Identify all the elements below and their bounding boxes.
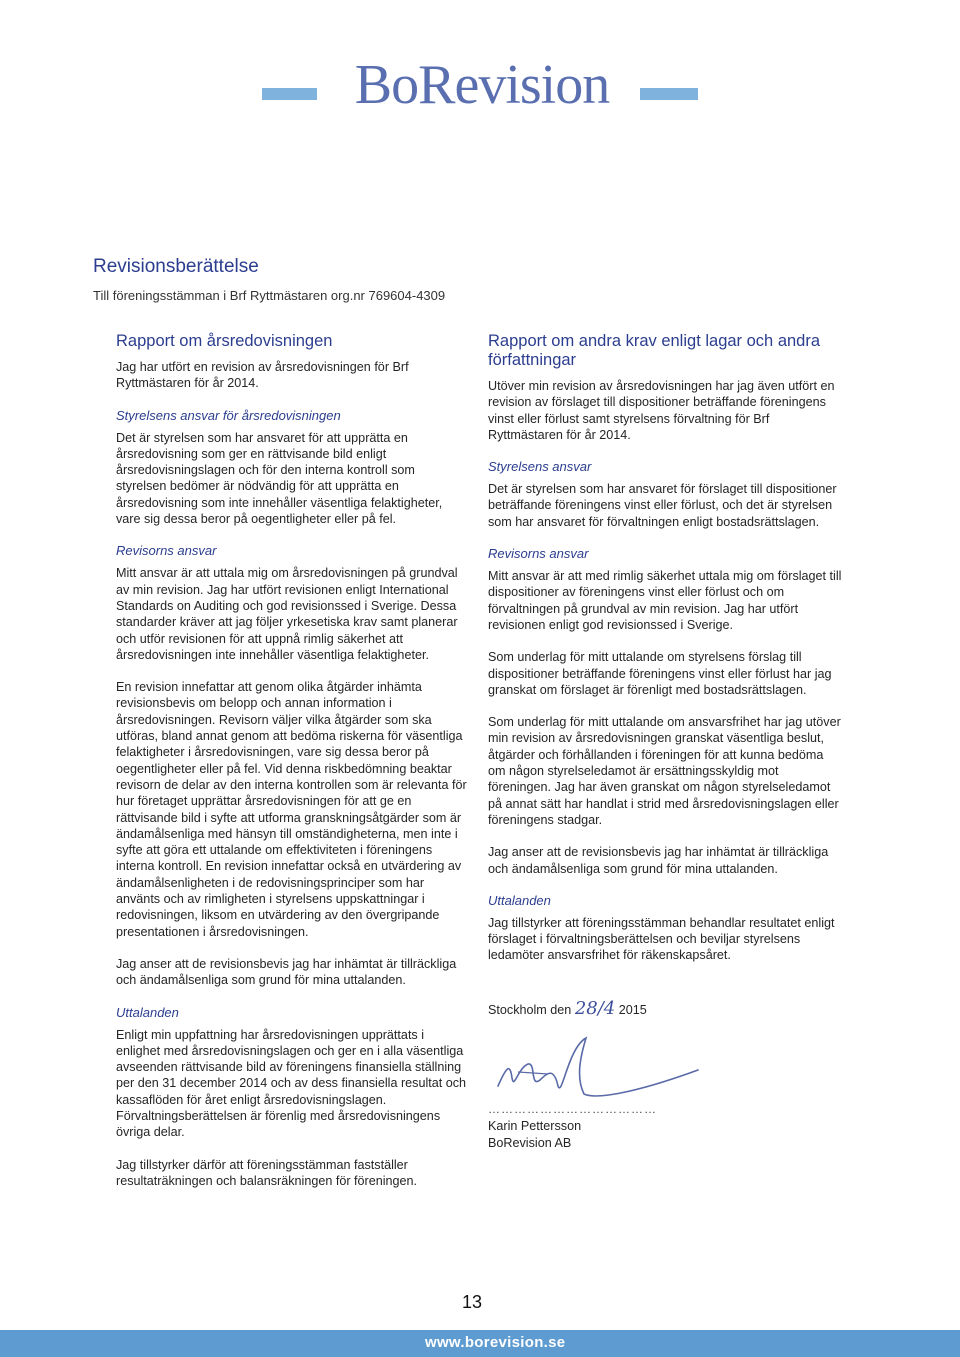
- subheading-uttalanden: Uttalanden: [488, 892, 551, 908]
- signer-company: BoRevision AB: [488, 1136, 572, 1150]
- signer-info: [488, 1118, 581, 1152]
- subheading-styrelsens-ansvar: Styrelsens ansvar: [488, 459, 592, 475]
- paragraph: Det är styrelsen som har ansvaret för att upprätta en årsredovisning som ger en rättvisande bild enligt årsredovisningslagen och för den interna kontroll som styrelsen bedömer är nödvändig för att upprätta en årsredovisning som inte innehåller väsentliga felaktigheter, vare sig dessa beror på oegentligheter eller på fel.: [116, 430, 443, 527]
- subheading-uttalanden: Uttalanden: [116, 1004, 179, 1020]
- paragraph: Som underlag för mitt uttalande om ansvarsfrihet har jag utöver min revision av årsredovisningen granskat väsentliga beslut, åtgärder och förhållanden i föreningen för att kunna bedöma om någon styrelseledamot är ersättningsskyldig mot föreningen. Jag har även granskat om någon styrelseledamot på annat sätt har handlat i strid med årsredovisningslagen eller föreningens stadgar.: [488, 715, 841, 827]
- footer-url: www.borevision.se: [425, 1334, 566, 1351]
- logo-text: BoRevision: [354, 54, 610, 116]
- paragraph: Jag anser att de revisionsbevis jag har inhämtat är tillräckliga och ändamålsenliga som grund för mina uttalanden.: [488, 845, 829, 876]
- signature-date-line: [488, 998, 848, 1019]
- signature-year: 2015: [618, 1003, 647, 1017]
- subheading-revisorns-ansvar: Revisorns ansvar: [488, 546, 589, 562]
- handwritten-signature: [488, 1028, 708, 1108]
- paragraph: Jag anser att de revisionsbevis jag har inhämtat är tillräckliga och ändamålsenliga som grund för mina uttalanden.: [116, 956, 457, 988]
- signature-block: [488, 998, 848, 1150]
- handwritten-date: 28/4: [574, 998, 616, 1019]
- logo-bar-right: [640, 88, 698, 100]
- signature-line: …………………………………: [488, 1102, 657, 1116]
- page-number: 13: [462, 1292, 483, 1312]
- subheading-styrelsens-ansvar: Styrelsens ansvar för årsredovisningen: [116, 407, 341, 423]
- paragraph: Det är styrelsen som har ansvaret för förslaget till dispositioner beträffande föreningens vinst eller förlust, och det är styrelsen som har ansvaret för förvaltningen enligt bostadsrättslagen.: [488, 482, 837, 529]
- paragraph: Jag tillstyrker att föreningsstämman behandlar resultatet enligt förslaget i förvaltningsberättelsen och beviljar styrelsens ledamöter ansvarsfrihet för räkenskapsåret.: [488, 915, 835, 963]
- subheading-revisorns-ansvar: Revisorns ansvar: [116, 543, 217, 559]
- page-subtitle: Till föreningsstämman i Brf Ryttmästaren org.nr 769604-4309: [93, 288, 446, 303]
- logo-bar-left: [262, 88, 317, 100]
- paragraph: Mitt ansvar är att uttala mig om årsredovisningen på grundval av min revision. Jag har utfört revisionen enligt International Standards on Auditing och god revisionssed i Sverige. Dessa standarder kräver att jag följer yrkesetiska krav samt planerar och utför revisionen för att uppnå rimlig säkerhet att årsredovisningen inte innehåller väsentliga felaktigheter.: [116, 566, 458, 662]
- paragraph: Jag tillstyrker därför att föreningsstämman fastställer resultaträkningen och balansräkningen för föreningen.: [116, 1157, 418, 1188]
- paragraph: Enligt min uppfattning har årsredovisningen upprättats i enlighet med årsredovisningslagen och ger en i alla väsentliga avseenden rättvisande bild av föreningens finansiella ställning per den 31 december 2014 och av dess finansiella resultat och kassaflöden för året enligt årsredovisningslagen. Förvaltningsberättelsen är förenlig med årsredovisningens övriga delar.: [116, 1027, 467, 1140]
- footer-bar: [0, 1330, 960, 1357]
- section-heading-andra-krav: Rapport om andra krav enligt lagar och andra författningar: [488, 332, 821, 369]
- borevision-logo: [262, 50, 702, 120]
- paragraph: Mitt ansvar är att med rimlig säkerhet uttala mig om förslaget till dispositioner av föreningens vinst eller förlust och om förvaltningen på grundval av min revision. Jag har utfört revisionen enligt god revisionssed i Sverige.: [488, 569, 842, 632]
- section-heading-arsredovisning: Rapport om årsredovisningen: [116, 332, 333, 350]
- signature-place: Stockholm den: [488, 1003, 572, 1017]
- left-column: [116, 332, 468, 1205]
- paragraph: En revision innefattar att genom olika åtgärder inhämta revisionsbevis om belopp och annan information i årsredovisningen. Revisorn väljer vilka åtgärder som ska utföras, bland annat genom att bedöma riskerna för väsentliga felaktigheter i årsredovisningen, vare sig dessa beror på oegentligheter eller på fel. Vid denna riskbedömning beaktar revisorn de delar av den interna kontrollen som är relevanta för hur företaget upprättar årsredovisningen för att ge en rättvisande bild i syfte att utforma granskningsåtgärder som är ändamålsenliga med hänsyn till omständigheterna, men inte i syfte att göra ett uttalande om effektiviteten i föreningens interna kontroll. En revision innefattar också en utvärdering av ändamålsenligheten i de redovisningsprinciper som har använts och av rimligheten i styrelsens uppskattningar i redovisningen, liksom en utvärdering av den övergripande presentationen i årsredovisningen.: [116, 680, 467, 939]
- signer-name: Karin Pettersson: [488, 1119, 582, 1133]
- paragraph: Jag har utfört en revision av årsredovisningen för Brf Ryttmästaren för år 2014.: [116, 360, 409, 391]
- right-column: [488, 332, 843, 980]
- page-title: Revisionsberättelse: [93, 256, 259, 277]
- paragraph: Som underlag för mitt uttalande om styrelsens förslag till dispositioner beträffande föreningens vinst eller förlust har jag granskat om förslaget är förenligt med bostadsrättslagen.: [488, 650, 832, 697]
- paragraph: Utöver min revision av årsredovisningen har jag även utfört en revision av förslaget till dispositioner beträffande föreningens vinst eller förlust samt styrelsens förvaltning för Brf Ryttmästaren för år 2014.: [488, 379, 835, 442]
